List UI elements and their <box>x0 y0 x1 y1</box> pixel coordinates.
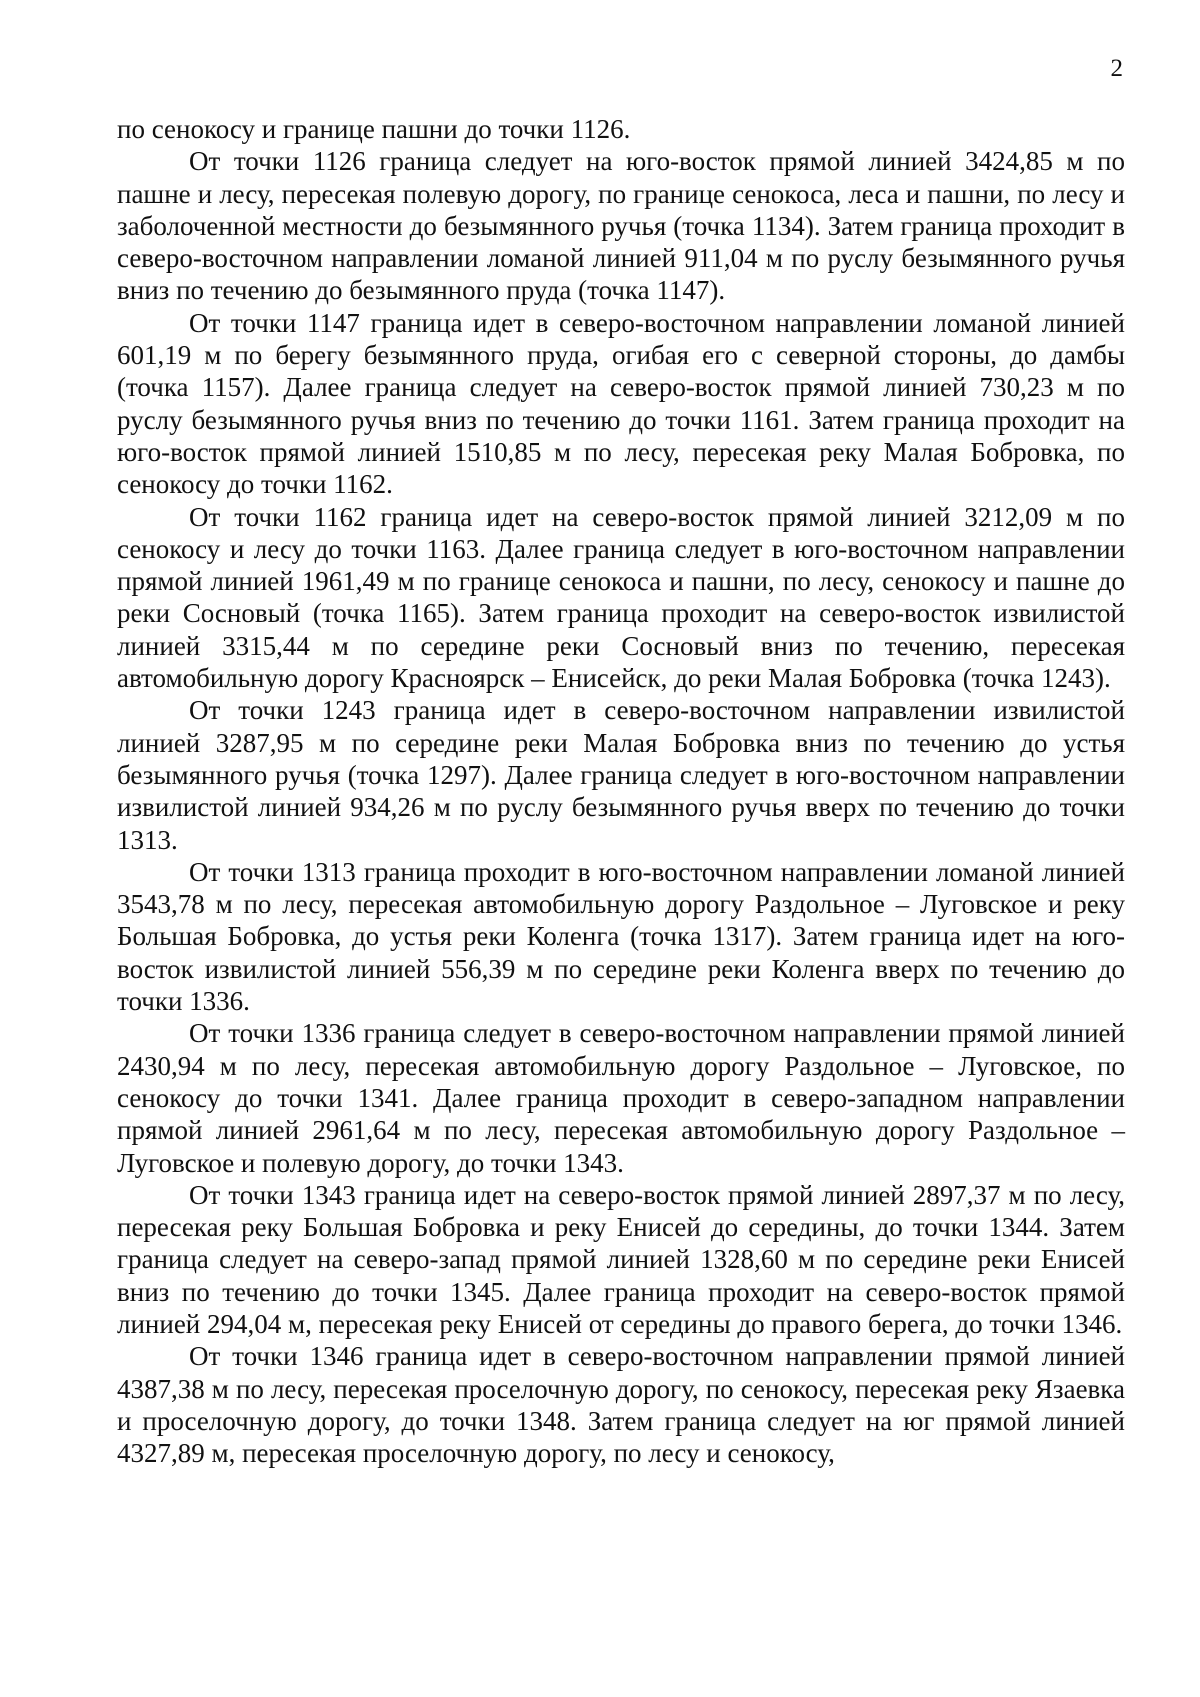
paragraph: От точки 1336 граница следует в северо-восточном направлении прямой линией 2430,94 м по лесу, пересекая автомобильную дорогу Раздольное – Луговское, по сенокосу до точки 1341. Далее граница проходит в северо-западном направлении прямой линией 2961,64 м по лесу, пересекая автомобильную дорогу Раздольное – Луговское и полевую дорогу, до точки 1343. <box>117 1018 1125 1178</box>
paragraph: От точки 1147 граница идет в северо-восточном направлении ломаной линией 601,19 м по берегу безымянного пруда, огибая его с северной стороны, до дамбы (точка 1157). Далее граница следует на северо-восток прямой линией 730,23 м по руслу безымянного ручья вниз по течению до точки 1161. Затем граница проходит на юго-восток прямой линией 1510,85 м по лесу, пересекая реку Малая Бобровка, по сенокосу до точки 1162. <box>117 307 1125 500</box>
document-body <box>117 113 1125 1469</box>
paragraph: От точки 1313 граница проходит в юго-восточном направлении ломаной линией 3543,78 м по лесу, пересекая автомобильную дорогу Раздольное – Луговское и реку Большая Бобровка, до устья реки Коленга (точка 1317). Затем граница идет на юго-восток извилистой линией 556,39 м по середине реки Коленга вверх по течению до точки 1336. <box>117 856 1125 1017</box>
page-number: 2 <box>1110 55 1123 82</box>
paragraph: От точки 1162 граница идет на северо-восток прямой линией 3212,09 м по сенокосу и лесу до точки 1163. Далее граница следует в юго-восточном направлении прямой линией 1961,49 м по границе сенокоса и пашни, по лесу, сенокосу и пашне до реки Сосновый (точка 1165). Затем граница проходит на северо-восток извилистой линией 3315,44 м по середине реки Сосновый вниз по течению, пересекая автомобильную дорогу Красноярск – Енисейск, до реки Малая Бобровка (точка 1243). <box>117 501 1125 694</box>
paragraph: От точки 1126 граница следует на юго-восток прямой линией 3424,85 м по пашне и лесу, пересекая полевую дорогу, по границе сенокоса, леса и пашни, по лесу и заболоченной местности до безымянного ручья (точка 1134). Затем граница проходит в северо-восточном направлении ломаной линией 911,04 м по руслу безымянного ручья вниз по течению до безымянного пруда (точка 1147). <box>117 146 1125 306</box>
paragraph: От точки 1343 граница идет на северо-восток прямой линией 2897,37 м по лесу, пересекая реку Большая Бобровка и реку Енисей до середины, до точки 1344. Затем граница следует на северо-запад прямой линией 1328,60 м по середине реки Енисей вниз по течению до точки 1345. Далее граница проходит на северо-восток прямой линией 294,04 м, пересекая реку Енисей от середины до правого берега, до точки 1346. <box>117 1179 1125 1339</box>
paragraph-continuation: по сенокосу и границе пашни до точки 1126. <box>117 114 631 144</box>
paragraph: От точки 1346 граница идет в северо-восточном направлении прямой линией 4387,38 м по лесу, пересекая проселочную дорогу, по сенокосу, пересекая реку Язаевка и проселочную дорогу, до точки 1348. Затем граница следует на юг прямой линией 4327,89 м, пересекая проселочную дорогу, по лесу и сенокосу, <box>117 1341 1125 1469</box>
paragraph: От точки 1243 граница идет в северо-восточном направлении извилистой линией 3287,95 м по середине реки Малая Бобровка вниз по течению до устья безымянного ручья (точка 1297). Далее граница следует в юго-восточном направлении извилистой линией 934,26 м по руслу безымянного ручья вверх по течению до точки 1313. <box>117 695 1125 855</box>
